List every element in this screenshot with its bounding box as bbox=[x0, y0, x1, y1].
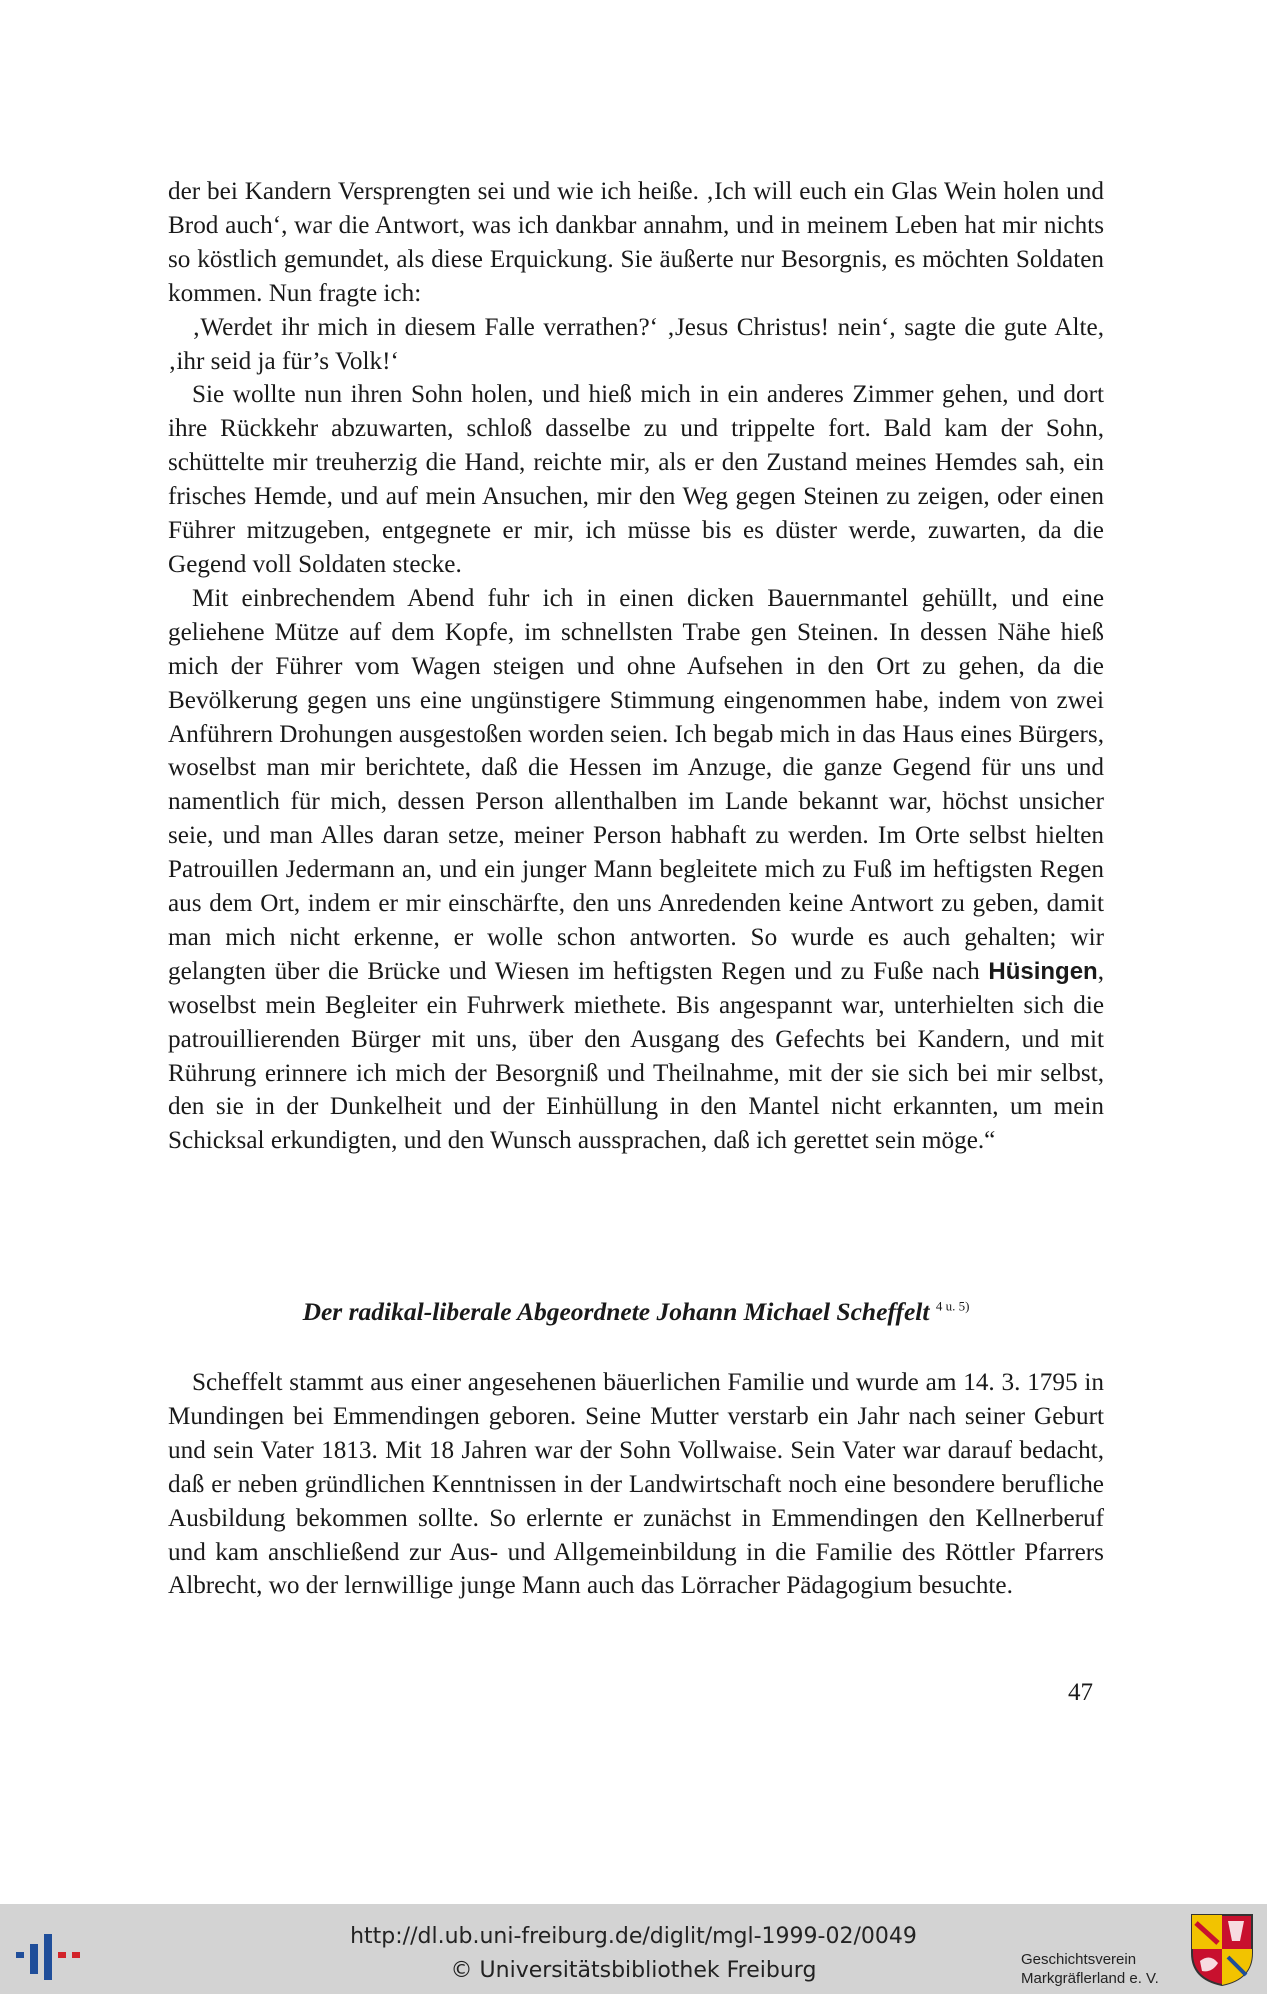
paragraph-4-part-2: , woselbst mein Begleiter ein Fuhrwerk miethete. Bis angespannt war, unterhielten sich die patrouillierenden Bürger mit uns, über den Ausgang des Gefechts bei Kandern, und mit Rührung erinnere ich mich der Besorgniß und Theilnahme, mit der sie sich bei mir selbst, den sie in der Dunkelheit und der Einhüllung in den Mantel nicht erkannten, um mein Schicksal erkundigten, und den Wunsch aussprachen, daß ich gerettet sein möge.“ bbox=[168, 957, 1104, 1155]
paragraph-5: Scheffelt stammt aus einer angesehenen bäuerlichen Familie und wurde am 14. 3. 1795 in Mundingen bei Emmendingen geboren. Seine Mutter verstarb ein Jahr nach seiner Geburt und sein Vater 1813. Mit 18 Jahren war der Sohn Vollwaise. Sein Vater war darauf bedacht, daß er neben gründlichen Kenntnissen in der Landwirtschaft noch eine besondere berufliche Ausbildung bekommen sollte. So erlernte er zunächst in Emmendingen den Kellnerberuf und kam anschließend zur Aus- und Allgemeinbildung in die Familie des Röttler Pfarrers Albrecht, wo der lernwillige junge Mann auch das Lörracher Pädagogium besuchte. bbox=[168, 1369, 1104, 1600]
coat-of-arms-icon bbox=[1190, 1913, 1254, 1987]
place-name-huesingen: Hüsingen bbox=[988, 957, 1098, 985]
section-heading-title: Der radikal-liberale Abgeordnete Johann Michael Scheffelt bbox=[302, 1297, 930, 1326]
body-text-top bbox=[168, 175, 1104, 1158]
paragraph-4 bbox=[168, 582, 1104, 1158]
paragraph-4-part-1: Mit einbrechendem Abend fuhr ich in einen dicken Bauernmantel gehüllt, und eine geliehene Mütze auf dem Kopfe, im schnellsten Trabe gen Steinen. In dessen Nähe hieß mich der Führer vom Wagen steigen und ohne Aufsehen in den Ort zu gehen, da die Bevölkerung gegen uns eine ungünstigere Stimmung eingenommen habe, indem von zwei Anführern Drohungen ausgestoßen worden seien. Ich begab mich in das Haus eines Bürgers, woselbst man mir berichtete, daß die Hessen im Anzuge, die ganze Gegend für uns und namentlich für mich, dessen Person allenthalben im Lande bekannt war, höchst unsicher seie, und man Alles daran setze, meiner Person habhaft zu werden. Im Orte selbst hielten Patrouillen Jedermann an, und ein junger Mann begleitete mich zu Fuß im heftigsten Regen aus dem Ort, indem er mir einschärfte, den uns Anredenden keine Antwort zu geben, damit man mich nicht erkenne, er wolle schon antworten. So wurde es auch gehalten; wir gelangten über die Brücke und Wiesen im heftigsten Regen und zu Fuße nach bbox=[168, 584, 1104, 985]
paragraph-1: der bei Kandern Versprengten sei und wie ich heiße. ‚Ich will euch ein Glas Wein holen und Brod auch‘, war die Antwort, was ich dankbar annahm, und in meinem Leben hat mir nichts so köstlich gemundet, als diese Erquickung. Sie äußerte nur Besorgnis, es möchten Soldaten kommen. Nun fragte ich: bbox=[168, 178, 1104, 307]
footnote-reference: 4 u. 5) bbox=[935, 1298, 970, 1314]
society-name-line-1: Geschichtsverein bbox=[1021, 1951, 1137, 1968]
society-name-line-2: Markgräflerland e. V. bbox=[1021, 1970, 1159, 1987]
body-text-bottom bbox=[168, 1366, 1104, 1603]
footer-bar bbox=[0, 1904, 1267, 1994]
society-name bbox=[1021, 1950, 1159, 1988]
footer-url-link[interactable]: http://dl.ub.uni-freiburg.de/diglit/mgl-1999-02/0049 bbox=[350, 1924, 917, 1949]
section-heading bbox=[168, 1297, 1104, 1327]
paragraph-3: Sie wollte nun ihren Sohn holen, und hieß mich in ein anderes Zimmer gehen, und dort ihre Rückkehr abzuwarten, schloß dasselbe zu und trippelte fort. Bald kam der Sohn, schüttelte mir treuherzig die Hand, reichte mir, als er den Zustand meines Hemdes sah, ein frisches Hemde, und auf mein Ansuchen, mir den Weg gegen Steinen zu zeigen, oder einen Führer mitzugeben, entgegnete er mir, ich müsse bis es düster werde, zuwarten, da die Gegend voll Soldaten stecke. bbox=[168, 381, 1104, 578]
footer-copyright: © Universitätsbibliothek Freiburg bbox=[450, 1958, 817, 1983]
page-number: 47 bbox=[1068, 1679, 1093, 1706]
paragraph-2: ‚Werdet ihr mich in diesem Falle verrathen?‘ ‚Jesus Christus! nein‘, sagte die gute Alte, ‚ihr seid ja für’s Volk!‘ bbox=[168, 313, 1104, 375]
